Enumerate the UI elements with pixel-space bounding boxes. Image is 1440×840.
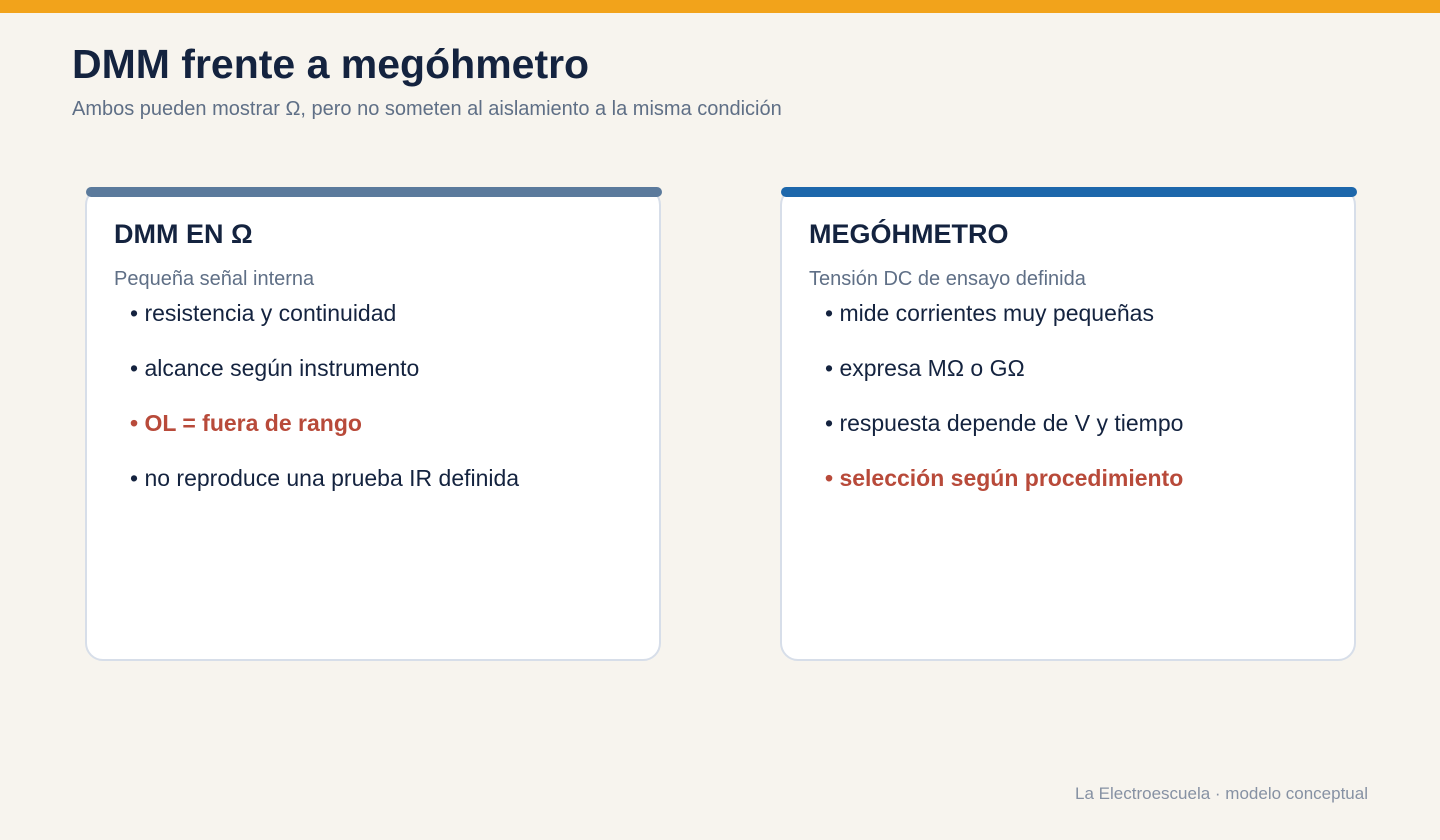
top-accent-bar <box>0 0 1440 13</box>
bullet-list <box>130 297 519 517</box>
card-title: DMM EN Ω <box>114 219 253 249</box>
card-subtitle: Pequeña señal interna <box>114 268 315 290</box>
bullet-item-highlight: • selección según procedimiento <box>825 465 1184 491</box>
page-title: DMM frente a megóhmetro <box>72 41 590 87</box>
bullet-item: • resistencia y continuidad <box>130 300 397 326</box>
bullet-item: • no reproduce una prueba IR definida <box>130 465 520 491</box>
footer-note: La Electroescuela · modelo conceptual <box>1075 784 1368 803</box>
bullet-item: • alcance según instrumento <box>130 355 420 381</box>
bullet-item: • expresa MΩ o GΩ <box>825 355 1025 381</box>
card-title: MEGÓHMETRO <box>809 219 1009 249</box>
card-accent-bar <box>86 187 662 197</box>
page-subtitle: Ambos pueden mostrar Ω, pero no someten al aislamiento a la misma condición <box>72 98 782 120</box>
bullet-item: • mide corrientes muy pequeñas <box>825 300 1154 326</box>
card-dmm <box>85 187 661 661</box>
card-accent-bar <box>781 187 1357 197</box>
card-subtitle: Tensión DC de ensayo definida <box>809 268 1086 290</box>
card-megohmmeter <box>780 187 1356 661</box>
bullet-list <box>825 297 1183 517</box>
bullet-item-highlight: • OL = fuera de rango <box>130 410 362 436</box>
bullet-item: • respuesta depende de V y tiempo <box>825 410 1184 436</box>
